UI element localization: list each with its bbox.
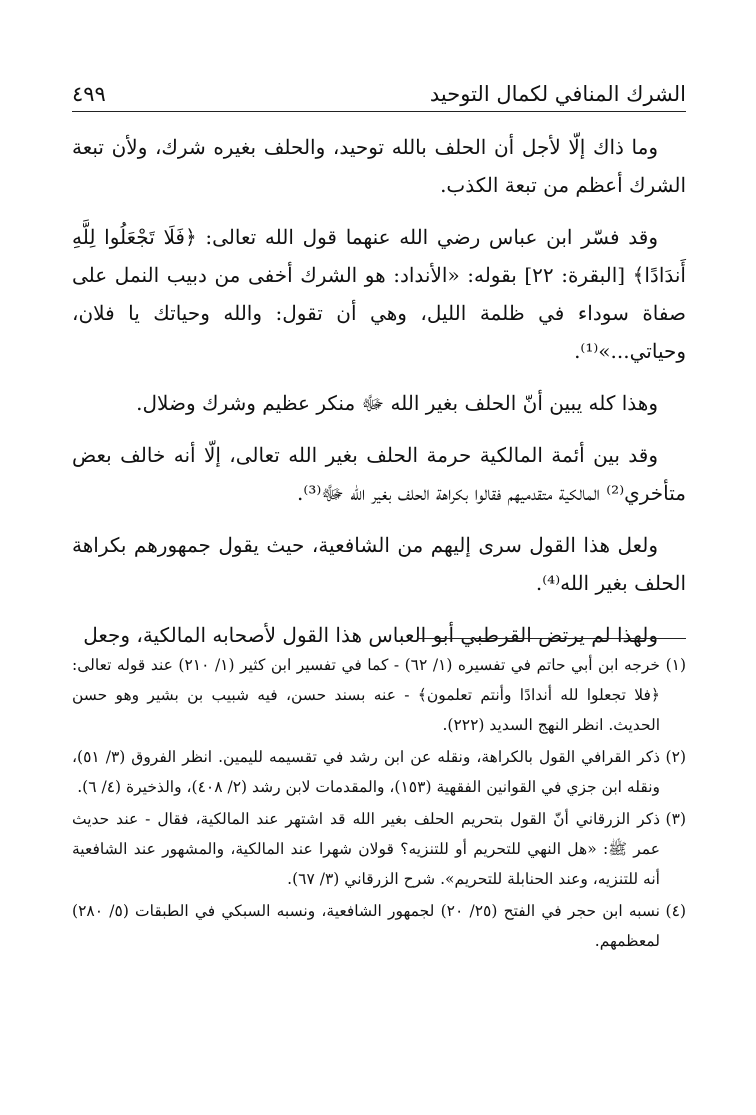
footnotes: [72, 650, 686, 958]
footnote-item: [72, 650, 686, 740]
page-header: [72, 72, 686, 112]
main-text: [72, 128, 686, 668]
footnote-text: ذكر القرافي القول بالكراهة، ونقله عن ابن رشد في تقسيمه لليمين. انظر الفروق (٣/ ٥١)، ونقله ابن جزي في القوانين الفقهية (١٥٣)، والمقدمات لابن رشد (٢/ ٤٠٨)، والذخيرة (٤/ ٦).: [72, 748, 660, 796]
footnote-text: خرجه ابن أبي حاتم في تفسيره (١/ ٦٢) - كما في تفسير ابن كثير (١/ ٢١٠) عند قوله تعالى: ﴿فلا تجعلوا لله أندادًا وأنتم تعلمون﴾ - عنه بسند حسن، فيه شبيب بن بشير وهو حسن الحديث. انظر النهج السديد (٢٢٢).: [72, 656, 661, 734]
footnote-item: [72, 896, 686, 956]
footnote-item: [72, 804, 686, 894]
running-title: الشرك المنافي لكمال التوحيد: [429, 82, 686, 106]
paragraph: ولهذا لم يرتض القرطبي أبو العباس هذا القول لأصحابه المالكية، وجعل: [83, 623, 658, 647]
footnote-text: نسبه ابن حجر في الفتح (٢٥/ ٢٠) لجمهور الشافعية، ونسبه السبكي في الطبقات (٥/ ٢٨٠) لمعظمهم.: [72, 902, 660, 950]
footnote-text: ذكر الزرقاني أنّ القول بتحريم الحلف بغير الله قد اشتهر عند المالكية، فقال - عند حديث عمر ﷺ: «هل النهي للتحريم أو للتنزيه؟ قولان شهرا عند المالكية، والمشهور عند الشافعية أنه للتنزيه، وعند الحنابلة للتحريم». شرح الزرقاني (٣/ ٦٧).: [72, 810, 660, 888]
footnote-number: (٤): [665, 902, 686, 920]
footnote-number: (١): [665, 656, 687, 674]
footnote-item: [72, 742, 686, 802]
paragraph: وقد بين أئمة المالكية حرمة الحلف بغير الله تعالى، إلّا أنه خالف بعض متأخري⁽²⁾ المالكية متقدميهم فقالوا بكراهة الحلف بغير الله ﷻ⁽³⁾.: [72, 443, 686, 505]
paragraph: وهذا كله يبين أنّ الحلف بغير الله ﷻ منكر عظيم وشرك وضلال.: [136, 391, 658, 415]
footnote-number: (٣): [665, 810, 686, 828]
page-number: ٤٩٩: [72, 82, 106, 106]
footnote-divider: [418, 638, 686, 639]
header-divider: [72, 111, 686, 112]
paragraph: ولعل هذا القول سرى إليهم من الشافعية، حيث يقول جمهورهم بكراهة الحلف بغير الله⁽⁴⁾.: [72, 533, 686, 595]
footnote-number: (٢): [665, 748, 686, 766]
paragraph: وما ذاك إلّا لأجل أن الحلف بالله توحيد، والحلف بغيره شرك، ولأن تبعة الشرك أعظم من تبعة الكذب.: [72, 135, 686, 197]
paragraph: وقد فسّر ابن عباس رضي الله عنهما قول الله تعالى: ﴿فَلَا تَجْعَلُوا لِلَّهِ أَندَادًا﴾ [البقرة: ٢٢] بقوله: «الأنداد: هو الشرك أخفى من دبيب النمل على صفاة سوداء في ظلمة الليل، وهي أن تقول: والله وحياتك يا فلان، وحياتي...»⁽¹⁾.: [72, 225, 686, 363]
